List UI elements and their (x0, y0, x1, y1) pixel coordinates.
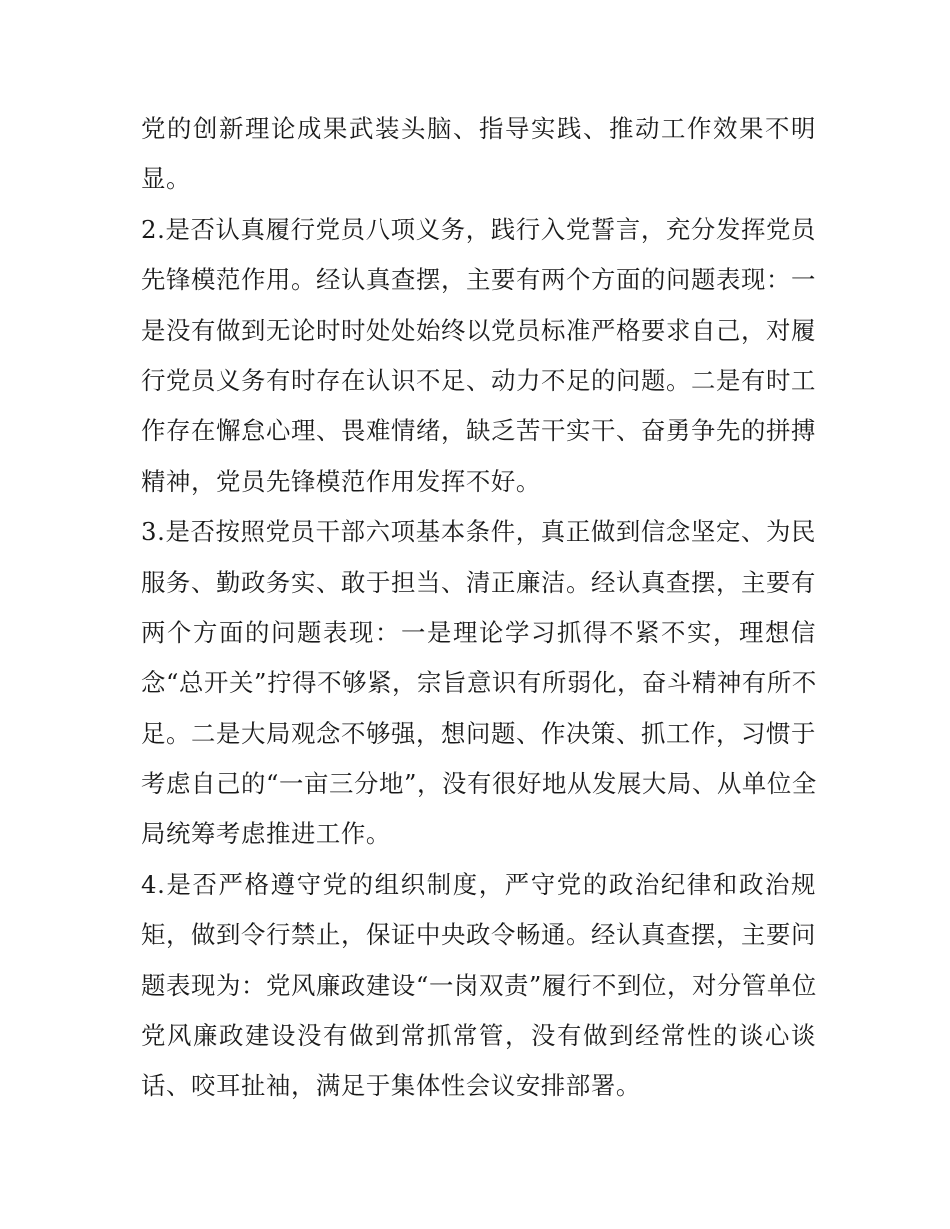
text-line: 4.是否严格遵守党的组织制度，严守党的政治纪律和政治规 (141, 869, 816, 899)
text-line: 党风廉政建设没有做到常抓常管，没有做到经常性的谈心谈 (141, 1021, 816, 1051)
text-line: 考虑自己的“一亩三分地”，没有很好地从发展大局、从单位全 (141, 769, 817, 799)
text-line: 3.是否按照党员干部六项基本条件，真正做到信念坚定、为民 (141, 517, 816, 547)
text-line: 先锋模范作用。经认真查摆，主要有两个方面的问题表现：一 (141, 265, 816, 295)
text-line: 两个方面的问题表现：一是理论学习抓得不紧不实，理想信 (141, 617, 816, 647)
text-line: 作存在懈怠心理、畏难情绪，缺乏苦干实干、奋勇争先的拼搏 (141, 416, 816, 446)
text-line: 矩，做到令行禁止，保证中央政令畅通。经认真查摆，主要问 (141, 920, 816, 950)
text-line: 2.是否认真履行党员八项义务，践行入党誓言，充分发挥党员 (141, 214, 816, 244)
text-line: 精神，党员先锋模范作用发挥不好。 (141, 466, 541, 496)
text-line: 念“总开关”拧得不够紧，宗旨意识有所弱化，奋斗精神有所不 (141, 668, 817, 698)
text-line: 局统筹考虑推进工作。 (141, 819, 391, 849)
text-line: 党的创新理论成果武装头脑、指导实践、推动工作效果不明 (141, 114, 816, 143)
text-line: 服务、勤政务实、敢于担当、清正廉洁。经认真查摆，主要有 (141, 567, 816, 597)
text-line: 话、咬耳扯袖，满足于集体性会议安排部署。 (141, 1071, 641, 1101)
text-line: 题表现为：党风廉政建设“一岗双责”履行不到位，对分管单位 (141, 970, 817, 1000)
text-line: 行党员义务有时存在认识不足、动力不足的问题。二是有时工 (141, 365, 816, 395)
document-body (141, 104, 816, 1112)
text-line: 是没有做到无论时时处处始终以党员标准严格要求自己，对履 (141, 315, 816, 345)
text-line: 显。 (141, 164, 191, 194)
text-line: 足。二是大局观念不够强，想问题、作决策、抓工作，习惯于 (141, 718, 816, 748)
